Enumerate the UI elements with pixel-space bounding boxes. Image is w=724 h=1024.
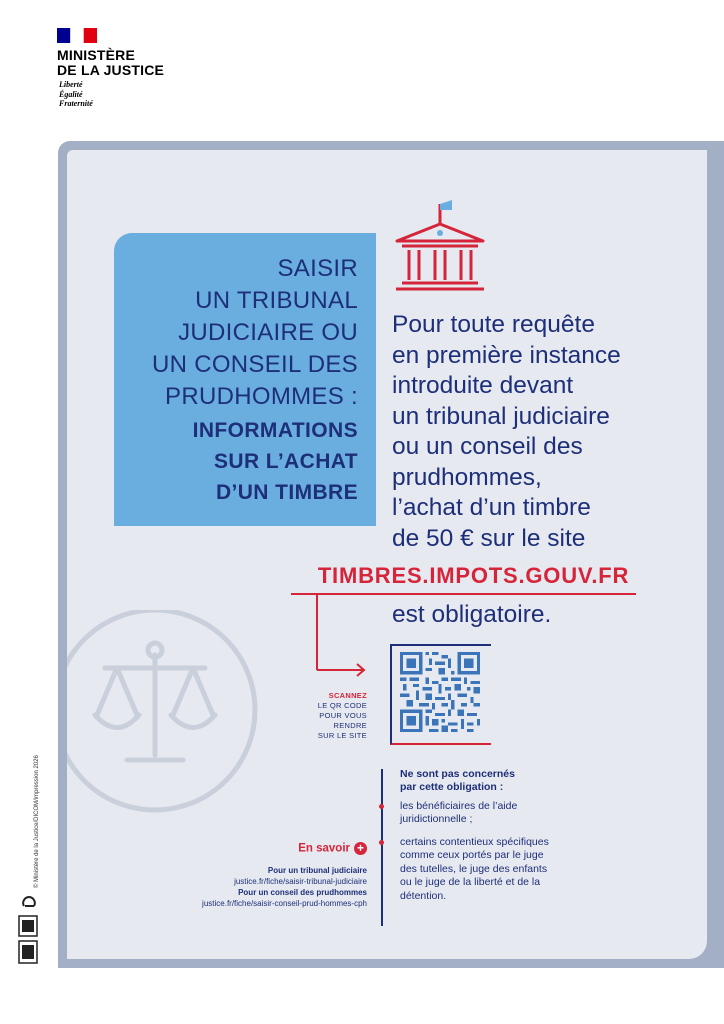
plus-icon: + [354, 842, 367, 855]
scan-title: SCANNEZ [328, 691, 367, 700]
qr-code[interactable] [400, 652, 480, 736]
republic-motto: Liberté Égalité Fraternité [59, 80, 93, 108]
bullet-icon [379, 804, 384, 809]
divider-line [381, 769, 383, 926]
ministry-title: MINISTÈRE DE LA JUSTICE [57, 47, 165, 78]
poster-subtitle: INFORMATIONS SUR L’ACHAT D’UN TIMBRE [192, 419, 358, 504]
scan-text: LE QR CODE POUR VOUS RENDRE SUR LE SITE [317, 701, 367, 740]
main-paragraph: Pour toute requête en première instance introduite devant un tribunal judiciaire ou un conseil des prudhommes, l’achat d’un timbre de 50 € sur le site [392, 311, 621, 552]
more-info-links [127, 865, 367, 909]
obligatory-text: est obligatoire. [392, 601, 552, 628]
more-info-heading [217, 842, 367, 855]
link-tribunal[interactable]: justice.fr/fiche/saisir-tribunal-judiciaire [234, 877, 367, 886]
more-info-label: En savoir [298, 842, 350, 855]
arrow-icon [316, 593, 371, 682]
exemptions-heading: Ne sont pas concernés par cette obligation : [400, 768, 515, 793]
exemption-item: les bénéficiaires de l’aide juridictionnelle ; [400, 800, 518, 826]
recycle-icon [19, 893, 39, 917]
copyright-credit: © Ministère de la Justice/DICOM/impression 2026 [34, 755, 40, 888]
scan-instructions [263, 691, 367, 741]
bullet-icon [379, 840, 384, 845]
link-label-tribunal: Pour un tribunal judiciaire [267, 866, 367, 875]
imprimerie-logo [18, 915, 38, 969]
title-box [114, 233, 376, 526]
poster-title: SAISIR UN TRIBUNAL JUDICIAIRE OU UN CONSEIL DES PRUDHOMMES : [151, 255, 358, 410]
french-flag-icon [57, 28, 97, 43]
exemption-item: certains contentieux spécifiques comme ceux portés par le juge des tutelles, le juge des enfants ou le juge de la liberté et de la détention. [400, 836, 549, 902]
site-link[interactable]: TIMBRES.IMPOTS.GOUV.FR [317, 563, 630, 588]
scales-of-justice-icon [67, 610, 282, 829]
link-label-prudhommes: Pour un conseil des prudhommes [238, 888, 367, 897]
poster-panel-inner [67, 150, 707, 959]
courthouse-icon [392, 196, 492, 300]
poster-panel [58, 141, 724, 968]
link-prudhommes[interactable]: justice.fr/fiche/saisir-conseil-prud-hommes-cph [202, 899, 367, 908]
